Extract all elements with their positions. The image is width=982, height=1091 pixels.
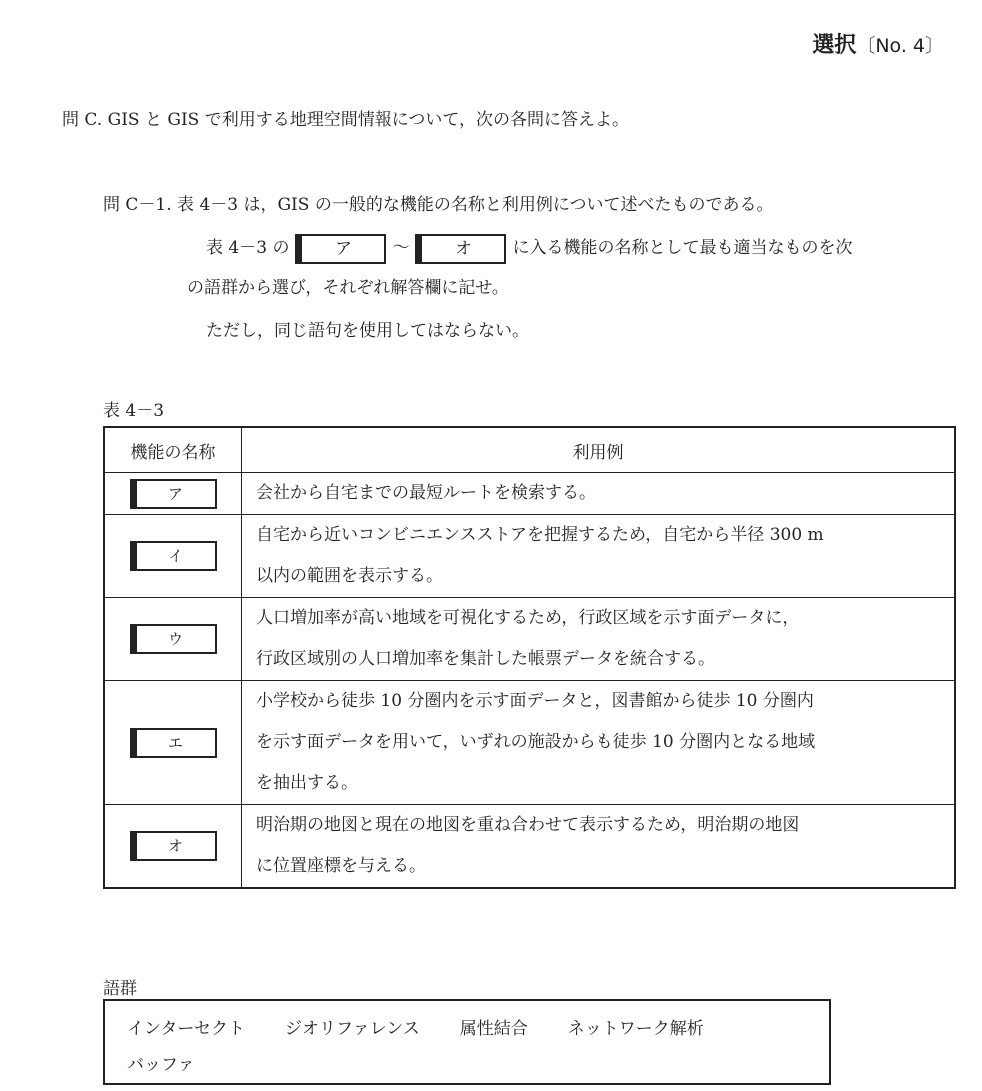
- question-c1-line1: 問 C－1. 表 4－3 は，GIS の一般的な機能の名称と利用例について述べたものである。: [103, 195, 774, 215]
- table-header-row: [104, 427, 955, 473]
- word-item: ネットワーク解析: [567, 1019, 704, 1039]
- function-name-cell: [104, 681, 242, 805]
- word-item: バッファ: [127, 1055, 195, 1075]
- question-c1-line3: の語群から選び，それぞれ解答欄に記せ。: [187, 278, 509, 298]
- line2-prefix: 表 4－3 の: [206, 238, 290, 258]
- example-line: 小学校から徒歩 10 分圏内を示す面データと，図書館から徒歩 10 分圏内: [256, 691, 814, 711]
- header-number: 〔No. 4〕: [856, 35, 944, 57]
- usage-example-cell: [242, 473, 956, 515]
- function-name-cell: [104, 515, 242, 598]
- word-item: 属性結合: [459, 1019, 528, 1039]
- answer-blank: オ: [130, 831, 217, 861]
- example-line: に位置座標を与える。: [256, 856, 426, 876]
- usage-example-cell: [242, 681, 956, 805]
- table-row: [104, 681, 955, 805]
- function-name-cell: [104, 805, 242, 889]
- question-c1-line4: ただし，同じ語句を使用してはならない。: [206, 321, 529, 341]
- question-main: 問 C. GIS と GIS で利用する地理空間情報について，次の各問に答えよ。: [62, 110, 630, 130]
- page-header: [812, 28, 944, 59]
- example-line: を示す面データを用いて，いずれの施設からも徒歩 10 分圏内となる地域: [256, 732, 816, 752]
- line2-suffix: に入る機能の名称として最も適当なものを次: [512, 238, 853, 258]
- table-row: [104, 805, 955, 889]
- function-name-cell: [104, 598, 242, 681]
- example-line: 会社から自宅までの最短ルートを検索する。: [256, 483, 596, 503]
- header-usage-example: 利用例: [242, 427, 956, 473]
- answer-blank: イ: [130, 541, 217, 571]
- example-line: 以内の範囲を表示する。: [256, 566, 443, 586]
- table-row: [104, 473, 955, 515]
- word-group-box: [103, 999, 831, 1085]
- table-caption: 表 4－3: [103, 401, 165, 421]
- usage-example-cell: [242, 598, 956, 681]
- answer-blank: ウ: [130, 624, 217, 654]
- example-line: 人口増加率が高い地域を可視化するため，行政区域を示す面データに，: [256, 608, 800, 628]
- function-name-cell: [104, 473, 242, 515]
- usage-example-cell: [242, 515, 956, 598]
- function-table: [103, 426, 956, 889]
- answer-blank: エ: [130, 728, 217, 758]
- example-line: を抽出する。: [256, 773, 358, 793]
- question-c1-line2: [206, 233, 852, 264]
- blank-o-inline: オ: [415, 234, 506, 264]
- example-line: 明治期の地図と現在の地図を重ね合わせて表示するため，明治期の地図: [256, 815, 800, 835]
- example-line: 行政区域別の人口増加率を集計した帳票データを統合する。: [256, 649, 715, 669]
- example-line: 自宅から近いコンビニエンスストアを把握するため，自宅から半径 300 m: [256, 525, 824, 545]
- header-function-name: 機能の名称: [104, 427, 242, 473]
- header-label: 選択: [812, 33, 857, 58]
- table-row: [104, 515, 955, 598]
- word-group-caption: 語群: [103, 979, 137, 999]
- answer-blank: ア: [130, 479, 217, 509]
- word-item: ジオリファレンス: [284, 1019, 420, 1039]
- tilde: ～: [392, 238, 410, 258]
- table-row: [104, 598, 955, 681]
- usage-example-cell: [242, 805, 956, 889]
- word-item: インターセクト: [127, 1019, 245, 1039]
- blank-a-inline: ア: [295, 234, 386, 264]
